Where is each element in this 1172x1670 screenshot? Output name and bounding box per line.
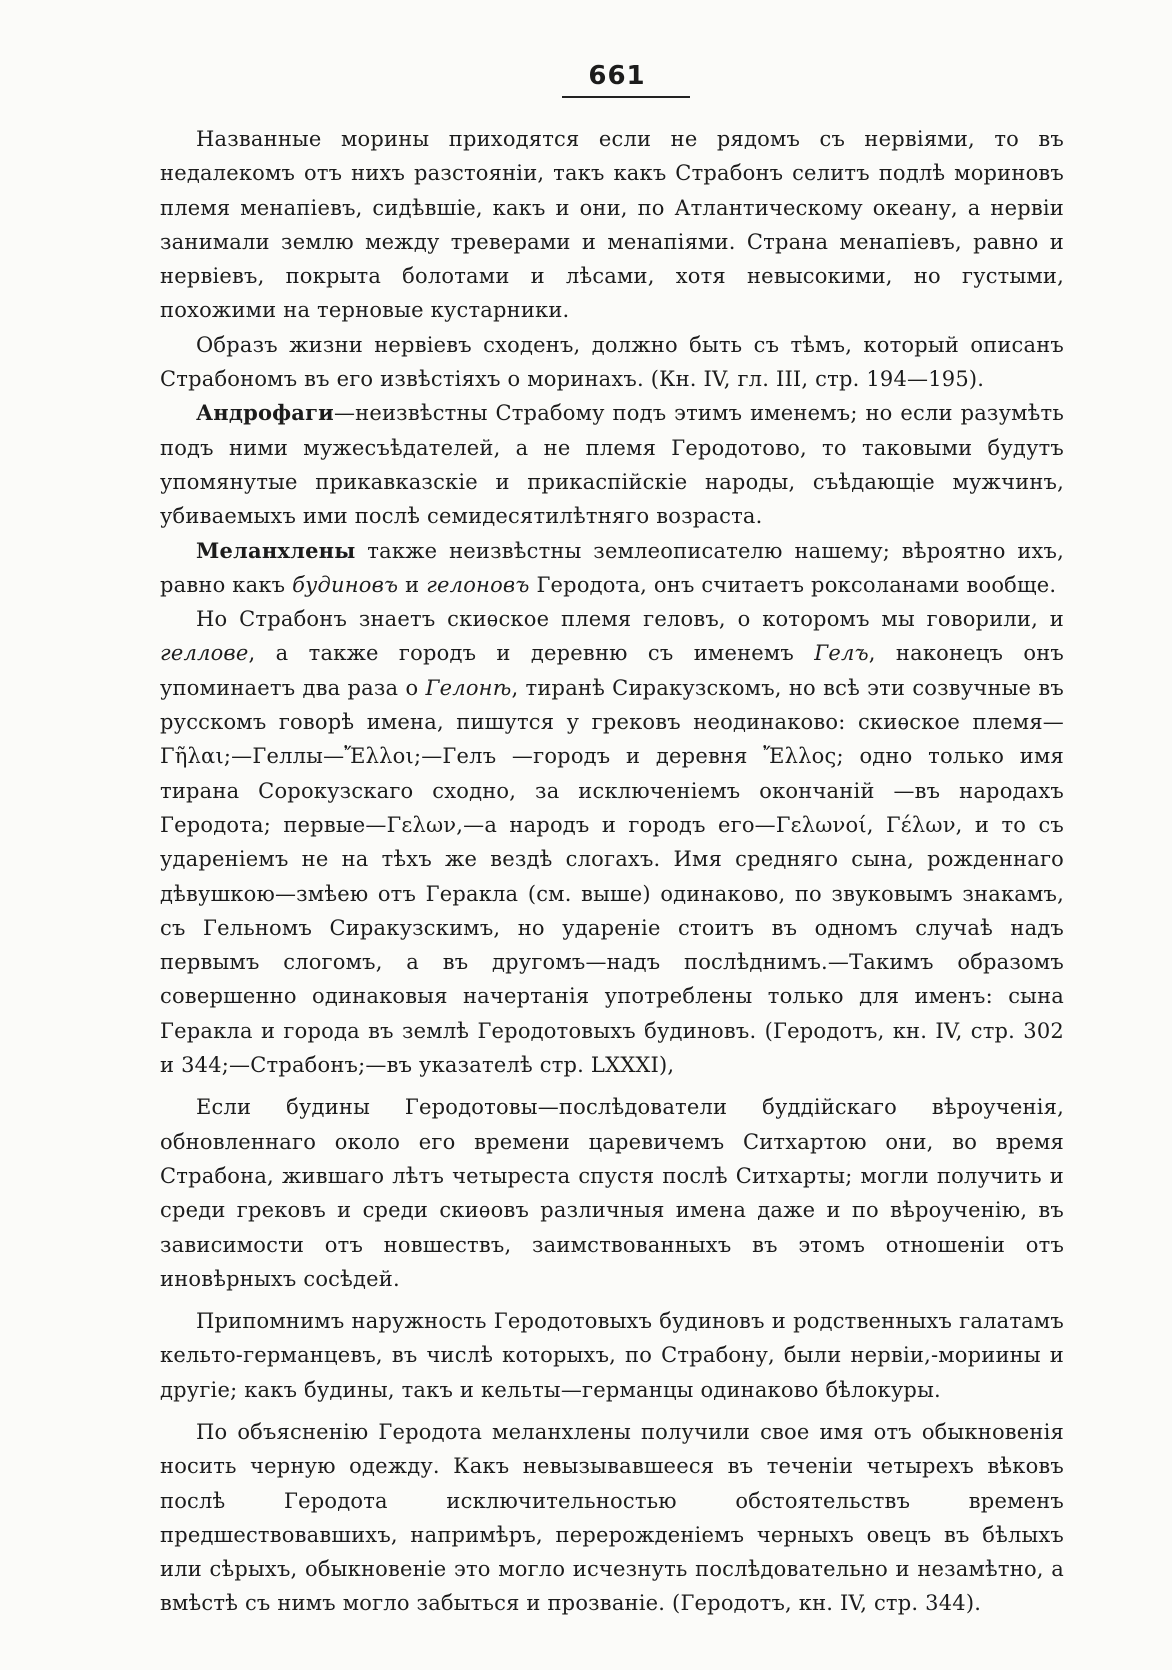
paragraph [160,328,1064,397]
italic-term: гелоновъ [426,572,530,597]
text-run: Припомнимъ наружность Геродотовыхъ будиновъ и родственныхъ галатамъ кельто-германцевъ, въ числѣ которыхъ, по Страбону, были нервіи,-мориины и другіе; какъ будины, такъ и кельты—германцы одинаково бѣлокуры. [160,1309,1064,1402]
page-number: 661 [588,61,646,91]
body-text [160,122,1064,1621]
paragraph [160,534,1064,603]
italic-term: геллове [160,641,249,666]
bold-term: Андрофаги [196,400,334,426]
text-run: —неизвѣстны Страбому подъ этимъ именемъ; но если разумѣть подъ ними мужесъѣдателей, а не племя Геродотово, то таковыми будутъ упомянутые прикавказскіе и прикаспійскіе народы, съѣдающіе мужчинъ, убиваемыхъ ими послѣ семидесятилѣтняго возраста. [160,401,1064,529]
text-run: По объясненію Геродота меланхлены получили свое имя отъ обыкновенія носить черную одежду. Какъ невызывавшееся въ теченіи четырехъ вѣковъ послѣ Геродота исключительностью обстоятельствъ временъ предшествовавшихъ, напримѣръ, перерожденіемъ черныхъ овецъ въ бѣлыхъ или сѣрыхъ, обыкновеніе это могло исчезнуть послѣдовательно и незамѣтно, а вмѣстѣ съ нимъ могло забыться и прозваніе. (Геродотъ, кн. IV, стр. 344). [160,1419,1064,1616]
italic-term: Гелъ [814,641,869,666]
paragraph [160,1304,1064,1407]
text-run: Образъ жизни нервіевъ сходенъ, должно быть съ тѣмъ, который описанъ Страбономъ въ его извѣстіяхъ о моринахъ. (Кн. IV, гл. III, стр. 194—195). [160,332,1064,392]
paragraph [160,396,1064,533]
paragraph [160,1090,1064,1296]
paragraph [160,1415,1064,1621]
paragraph [160,122,1064,328]
text-run: Названные морины приходятся если не рядомъ съ нервіями, то въ недалекомъ отъ нихъ разстояніи, такъ какъ Страбонъ селитъ подлѣ мориновъ племя менапіевъ, сидѣвшіе, какъ и они, по Атлантическому океану, а нервіи занимали землю между треверами и менапіями. Страна менапіевъ, равно и нервіевъ, покрыта болотами и лѣсами, хотя невысокими, но густыми, похожими на терновые кустарники. [160,127,1064,323]
text-run: , а также городъ и деревню съ именемъ [248,641,815,666]
page-number-rule [562,96,690,98]
italic-term: Гелонѣ [425,675,512,700]
text-run: Геродота, онъ считаетъ роксоланами вообще. [529,572,1057,597]
text-run: , наконецъ онъ упоминаетъ два раза о [160,641,1064,700]
bold-term: Меланхлены [196,537,356,563]
paragraph [160,602,1064,1082]
text-run: и [398,572,427,597]
text-run: , тиранѣ Сиракузскомъ, но всѣ эти созвучные въ русскомъ говорѣ имена, пишутся у грековъ неодинаково: скиѳское племя—Γῆλαι;—Геллы—Ἔλλοι;—Гелъ —городъ и деревня Ἔλλος; одно только имя тирана Сорокузскаго сходно, за исключеніемъ окончаній —въ народахъ Геродота; первые—Γελων,—а народъ и городъ его—Γελωνοί, Γέλων, и то съ удареніемъ не на тѣхъ же вездѣ слогахъ. Имя средняго сына, рожденнаго дѣвушкою—змѣею отъ Геракла (см. выше) одинаково, по звуковымъ знакамъ, съ Гельномъ Сиракузскимъ, но удареніе стоитъ въ одномъ случаѣ надъ первымъ слогомъ, а въ другомъ—надъ послѣднимъ.—Такимъ образомъ совершенно одинаковыя начертанія употреблены только для именъ: сына Геракла и города въ землѣ Геродотовыхъ будиновъ. (Геродотъ, кн. IV, стр. 302 и 344;—Страбонъ;—въ указателѣ стр. LXXXI), [160,675,1064,1078]
text-run: Если будины Геродотовы—послѣдователи буддійскаго вѣроученія, обновленнаго около его времени царевичемъ Ситхартою они, во время Страбона, жившаго лѣтъ четыреста спустя послѣ Ситхарты; могли получить и среди грековъ и среди скиѳовъ различныя имена даже и по вѣроученію, въ зависимости отъ новшествъ, заимствованныхъ въ этомъ отношеніи отъ иновѣрныхъ сосѣдей. [160,1095,1064,1291]
text-run: также неизвѣстны землеописателю нашему; вѣроятно ихъ, равно какъ [160,538,1064,597]
italic-term: будиновъ [292,572,399,597]
text-run: Но Страбонъ знаетъ скиѳское племя геловъ, о которомъ мы говорили, и [196,607,1064,632]
